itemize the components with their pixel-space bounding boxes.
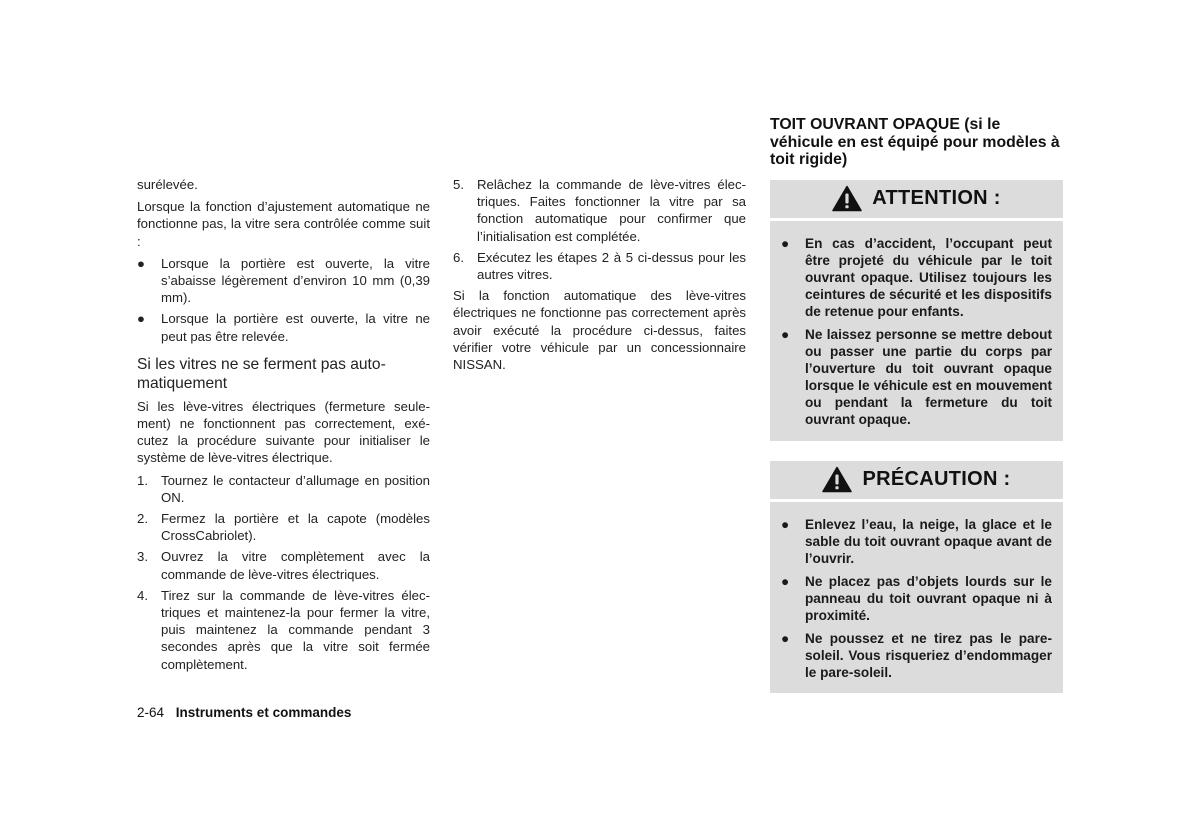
page-footer (137, 705, 351, 720)
bullet-icon: ● (781, 235, 790, 251)
column-middle (453, 176, 746, 378)
paragraph-dealer: Si la fonction automatique des lève-vitres électriques ne fonctionne pas correctement après avoir exécuté la procédure ci-dessus, faites vérifier votre véhicule par un concessionnaire NISSAN. (453, 288, 746, 373)
bullet-icon: ● (137, 255, 145, 271)
bullet-icon: ● (781, 631, 790, 647)
bullet-text: Lorsque la portière est ouverte, la vitre s’abaisse légèrement d’environ 10 mm (0,39 mm). (161, 255, 430, 306)
step-text: Ouvrez la vitre complètement avec la commande de lève-vitres électriques. (161, 549, 430, 582)
precaution-box (770, 461, 1063, 694)
precaution-text: Enlevez l’eau, la neige, la glace et le sable du toit ouvrant opaque avant de l’ouvrir. (805, 516, 1052, 566)
attention-header (770, 180, 1063, 221)
step-number: 2. (137, 511, 148, 527)
step-text: Tournez le contacteur d’allumage en position ON. (161, 472, 430, 505)
paragraph-init-intro: Si les lève-vitres électriques (fermeture seulement) ne fonctionnent pas correctement, exécutez la procédure suivante pour initialiser le système de lève-vitres électrique. (137, 398, 430, 466)
precaution-text: Ne poussez et ne tirez pas le pare-soleil. Vous risqueriez d’endommager le pare-soleil. (805, 631, 1052, 681)
attention-box (770, 180, 1063, 441)
bullet-icon: ● (781, 573, 790, 589)
step-text: Tirez sur la commande de lève-vitres électriques et maintenez-la pour fermer la vitre, puis maintenez la commande pendant 3 secondes après que la vitre soit fermée complètement. (161, 587, 430, 672)
precaution-body (770, 502, 1063, 694)
step-text: Relâchez la commande de lève-vitres électriques. Faites fonctionner la vitre par sa fonction automatique pour confirmer que l’initialisation est complétée. (477, 177, 746, 244)
warning-item (781, 326, 1052, 429)
column-left (137, 176, 430, 677)
subheading: Si les vitres ne se ferment pas automatiquement (137, 355, 386, 392)
step-number: 1. (137, 472, 148, 488)
bullet-item (137, 255, 430, 307)
step-number: 3. (137, 549, 148, 565)
bullet-icon: ● (137, 311, 145, 327)
column-right (770, 116, 1063, 713)
warning-text: Ne laissez personne se mettre debout ou passer une partie du corps par l’ouverture du toit ouvrant opaque lorsque le véhicule est en mouvement ou pendant la fermeture du toit ouvrant opaque. (805, 326, 1052, 428)
precaution-item (781, 573, 1052, 624)
paragraph-adjust-function: Lorsque la fonction d’ajustement automatique ne fonctionne pas, la vitre sera contrôlée comme suit : (137, 199, 430, 249)
paragraph-continued: surélevée. (137, 177, 198, 192)
step-number: 6. (453, 249, 464, 265)
step-text: Fermez la portière et la capote (modèles CrossCabriolet). (161, 511, 430, 544)
step-item (453, 176, 746, 245)
warning-triangle-icon (822, 466, 852, 493)
step-item (137, 587, 430, 673)
step-item (137, 472, 430, 506)
bullet-icon: ● (781, 516, 790, 532)
step-item (137, 548, 430, 582)
step-item (137, 510, 430, 544)
attention-body (770, 221, 1063, 441)
precaution-item (781, 516, 1052, 567)
precaution-header (770, 461, 1063, 502)
precaution-text: Ne placez pas d’objets lourds sur le panneau du toit ouvrant opaque ni à proximité. (805, 573, 1052, 623)
section-name: Instruments et commandes (175, 705, 352, 720)
step-text: Exécutez les étapes 2 à 5 ci-dessus pour les autres vitres. (477, 249, 746, 283)
step-number: 5. (453, 177, 464, 192)
page-number: 2-64 (137, 705, 165, 720)
step-number: 4. (137, 587, 148, 603)
step-item (453, 249, 746, 283)
precaution-item (781, 630, 1052, 681)
attention-title: ATTENTION : (872, 186, 1001, 209)
precaution-title: PRÉCAUTION : (862, 467, 1011, 490)
bullet-icon: ● (781, 326, 790, 342)
warning-text: En cas d’accident, l’occupant peut être projeté du véhicule par le toit ouvrant opaque. Utilisez toujours les ceintures de sécurité et les dispositifs de retenue pour enfants. (805, 235, 1052, 319)
warning-triangle-icon (832, 185, 862, 212)
bullet-text: Lorsque la portière est ouverte, la vitre ne peut pas être relevée. (161, 311, 430, 344)
warning-item (781, 235, 1052, 320)
section-title: TOIT OUVRANT OPAQUE (si le véhicule en est équipé pour modèles à toit rigide) (770, 116, 1060, 168)
bullet-item (137, 310, 430, 344)
